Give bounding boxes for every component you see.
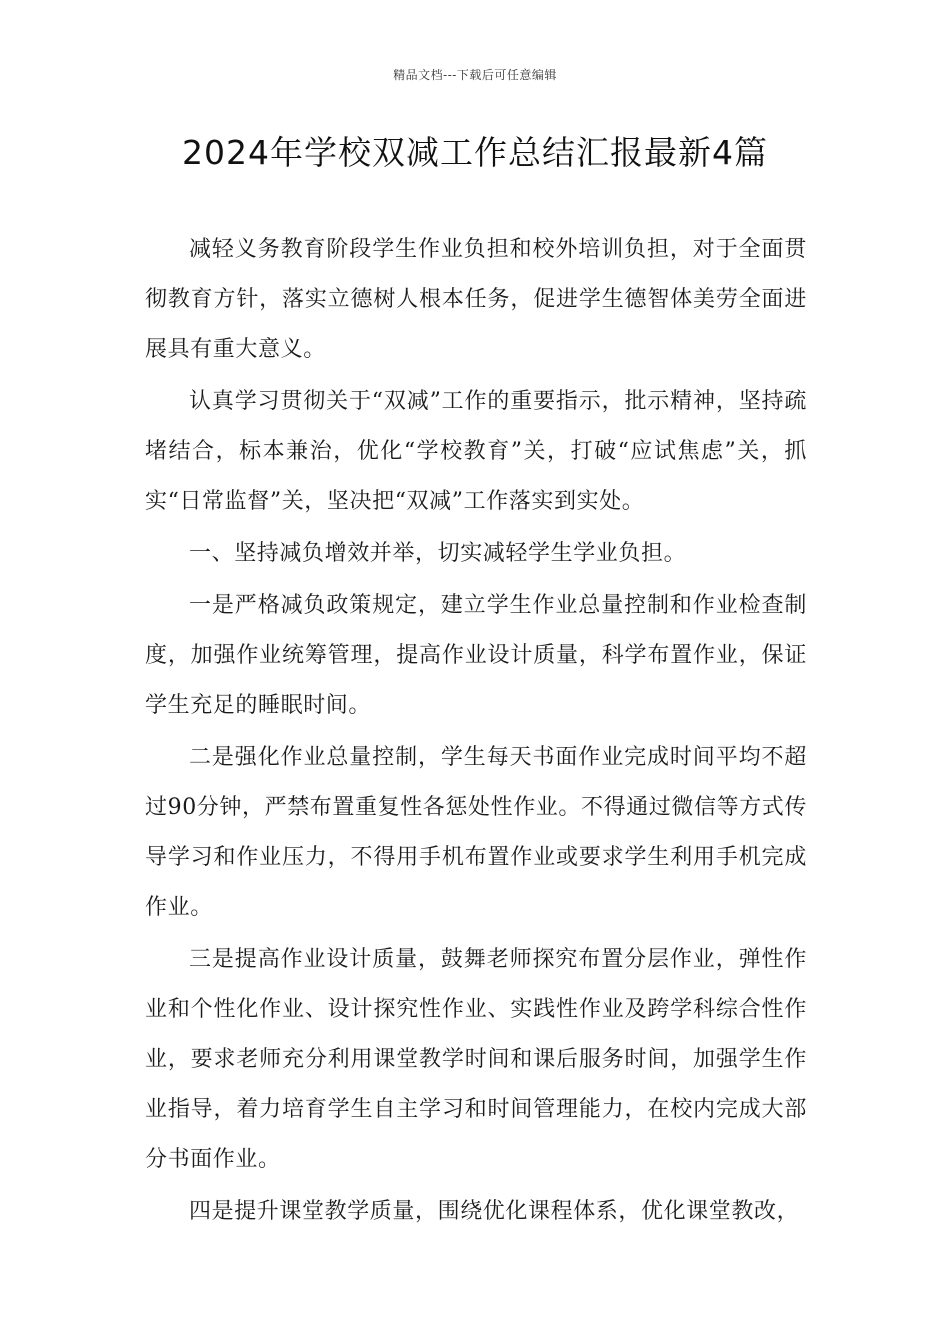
document-body [145, 225, 807, 1239]
paragraph-study: 认真学习贯彻关于“双减”工作的重要指示，批示精神，坚持疏堵结合，标本兼治，优化“学校教育”关，打破“应试焦虑”关，抓实“日常监督”关，坚决把“双减”工作落实到实处。 [145, 389, 807, 514]
page-header: 精品文档---下载后可任意编辑 [393, 68, 557, 82]
paragraph-point-3: 三是提高作业设计质量，鼓舞老师探究布置分层作业，弹性作业和个性化作业、设计探究性作业、实践性作业及跨学科综合性作业，要求老师充分利用课堂教学时间和课后服务时间，加强学生作业指导，着力培育学生自主学习和时间管理能力，在校内完成大部分书面作业。 [145, 947, 807, 1172]
paragraph-point-4: 四是提升课堂教学质量，围绕优化课程体系，优化课堂教改， [189, 1199, 800, 1224]
paragraph-point-1: 一是严格减负政策规定，建立学生作业总量控制和作业检查制度，加强作业统筹管理，提高作业设计质量，科学布置作业，保证学生充足的睡眠时间。 [145, 593, 807, 718]
section-heading-1: 一、坚持减负增效并举，切实减轻学生学业负担。 [189, 541, 687, 566]
document-title: 2024年学校双减工作总结汇报最新4篇 [182, 133, 768, 172]
paragraph-point-2: 二是强化作业总量控制，学生每天书面作业完成时间平均不超过90分钟，严禁布置重复性各惩处性作业。不得通过微信等方式传导学习和作业压力，不得用手机布置作业或要求学生利用手机完成作业。 [145, 745, 807, 920]
paragraph-intro: 减轻义务教育阶段学生作业负担和校外培训负担，对于全面贯彻教育方针，落实立德树人根本任务，促进学生德智体美劳全面进展具有重大意义。 [145, 237, 807, 362]
